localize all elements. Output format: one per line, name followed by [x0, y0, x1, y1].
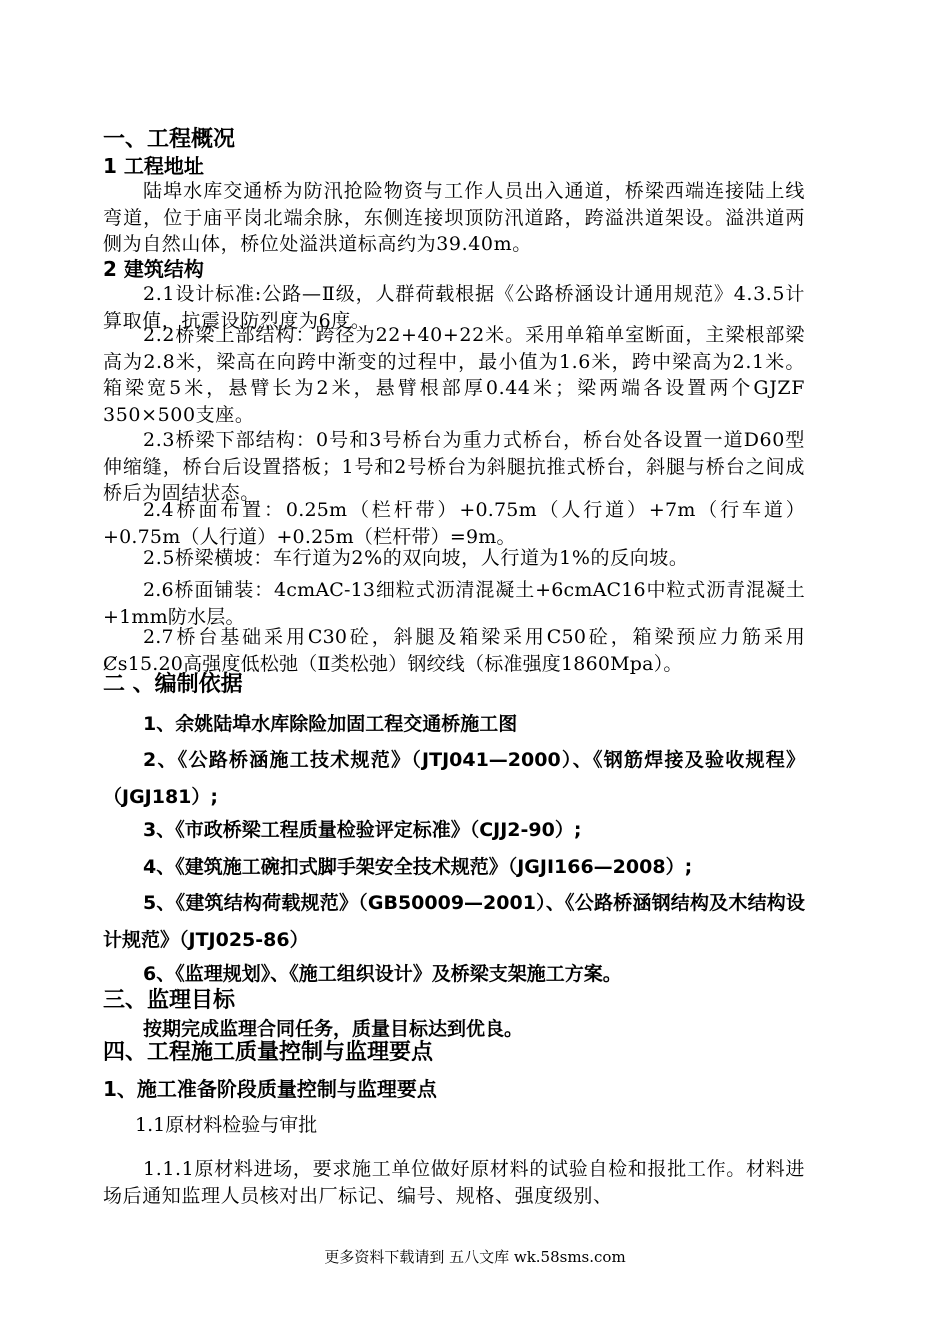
section-3-title: 三、监理目标: [103, 988, 236, 1013]
section-1-2-title: 2 建筑结构: [103, 257, 204, 281]
reference-item: 1、余姚陆埠水库除险加固工程交通桥施工图: [143, 713, 518, 735]
reference-item: 5、《建筑结构荷载规范》（GB50009—2001）、《公路桥涵钢结构及木结构设计规范》（JTJ025-86）: [103, 892, 805, 951]
reference-item: 3、《市政桥梁工程质量检验评定标准》（CJJ2-90）;: [143, 819, 582, 841]
paragraph-2-6: 2.6桥面铺装：4cmAC-13细粒式沥清混凝土+6cmAC16中粒式沥青混凝土+1mm防水层。: [103, 579, 805, 628]
section-4-1-title: 1、施工准备阶段质量控制与监理要点: [103, 1077, 437, 1101]
section-4-title: 四、工程施工质量控制与监理要点: [103, 1040, 434, 1065]
paragraph-2-4: 2.4桥面布置：0.25m（栏杆带）+0.75m（人行道）+7m（行车道）+0.75m（人行道）+0.25m（栏杆带）=9m。: [103, 499, 805, 548]
reference-item: 4、《建筑施工碗扣式脚手架安全技术规范》（JGJI166—2008）;: [143, 856, 693, 878]
paragraph-2-2: 2.2桥梁上部结构：跨径为22+40+22米。采用单箱单室断面，主梁根部梁高为2.8米，梁高在向跨中渐变的过程中，最小值为1.6米，跨中梁高为2.1米。箱梁宽5米，悬臂长为2米，悬臂根部厚0.44米；梁两端各设置两个GJZF 350×500支座。: [103, 324, 805, 426]
section-4-1-1-title: 1.1原材料检验与审批: [135, 1114, 318, 1136]
section-1-title: 一、工程概况: [103, 127, 236, 152]
reference-item: 2、《公路桥涵施工技术规范》（JTJ041—2000）、《钢筋焊接及验收规程》（JGJ181）;: [103, 749, 805, 808]
supervision-goal-text: 按期完成监理合同任务，质量目标达到优良。: [143, 1018, 524, 1040]
paragraph-2-7: 2.7桥台基础采用C30砼，斜腿及箱梁采用C50砼，箱梁预应力筋采用Ȼs15.20高强度低松弛（Ⅱ类松弛）钢绞线（标准强度1860Mpa）。: [103, 626, 805, 675]
paragraph-2-1: 2.1设计标准:公路—Ⅱ级，人群荷载根据《公路桥涵设计通用规范》4.3.5计算取值，抗震设防烈度为6度。: [103, 283, 805, 332]
paragraph-2-3: 2.3桥梁下部结构：0号和3号桥台为重力式桥台，桥台处各设置一道D60型伸缩缝，桥台后设置搭板；1号和2号桥台为斜腿抗推式桥台，斜腿与桥台之间成桥后为固结状态。: [103, 429, 805, 505]
section-1-1-title: 1 工程地址: [103, 154, 204, 178]
paragraph-4-1-1-1: 1.1.1原材料进场，要求施工单位做好原材料的试验自检和报批工作。材料进场后通知监理人员核对出厂标记、编号、规格、强度级别、: [103, 1158, 805, 1207]
project-address-text: 陆埠水库交通桥为防汛抢险物资与工作人员出入通道，桥梁西端连接陆上线弯道，位于庙平岗北端余脉，东侧连接坝顶防汛道路，跨溢洪道架设。溢洪道两侧为自然山体，桥位处溢洪道标高约为39.40m。: [103, 180, 805, 256]
paragraph-2-5: 2.5桥梁横坡：车行道为2%的双向坡，人行道为1%的反向坡。: [143, 547, 689, 569]
page-footer: 更多资料下载请到 五八文库 wk.58sms.com: [324, 1248, 626, 1266]
section-2-title: 二 、编制依据: [103, 672, 243, 697]
reference-item: 6、《监理规划》、《施工组织设计》及桥梁支架施工方案。: [143, 963, 622, 985]
